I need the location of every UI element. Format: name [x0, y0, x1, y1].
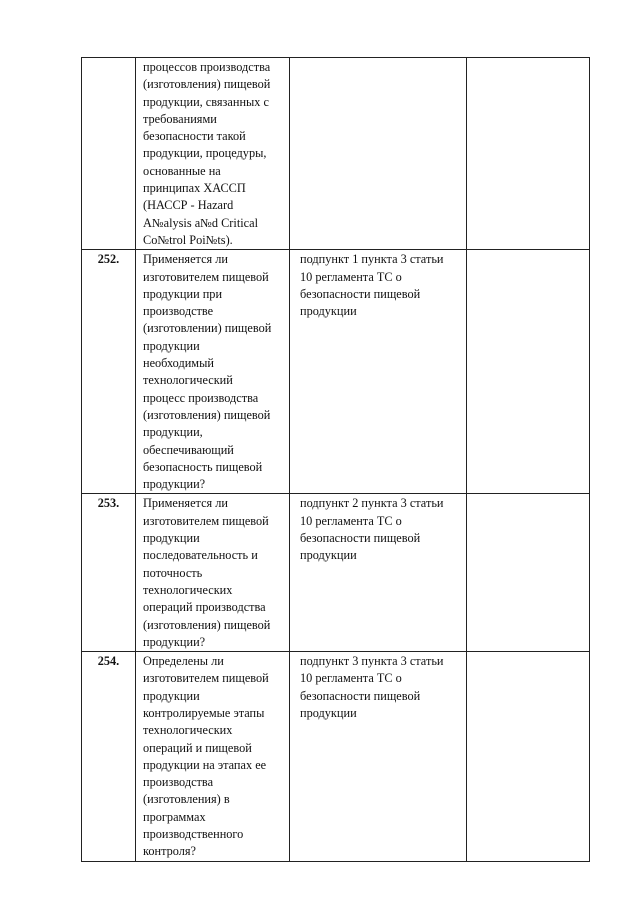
reference-text-line: безопасности пищевой	[300, 286, 421, 301]
question-text-line: безопасности такой	[143, 129, 246, 144]
reference-text-line: подпункт 3 пункта 3 статьи	[300, 654, 444, 669]
reference-text-line: безопасности пищевой	[300, 531, 421, 546]
question-text-line: Co№trol Poi№ts).	[143, 232, 233, 247]
question-text-line: (изготовления) пищевой	[143, 617, 271, 632]
question-text-line: контроля?	[143, 844, 196, 859]
question-text-line: продукции,	[143, 425, 203, 440]
requirement-question-cell	[136, 652, 290, 862]
question-text-line: Определены ли	[143, 654, 224, 669]
question-text-line: продукции, процедуры,	[143, 146, 267, 161]
notes-cell	[467, 58, 590, 250]
question-text-line: технологических	[143, 723, 233, 738]
row-number: 252.	[97, 252, 120, 267]
row-number-cell	[82, 652, 136, 862]
question-text-line: изготовителем пищевой	[143, 671, 269, 686]
question-text-line: обеспечивающий	[143, 442, 234, 457]
question-text-line: процесс производства	[143, 390, 259, 405]
reference-text-line: безопасности пищевой	[300, 688, 421, 703]
notes-cell	[467, 652, 590, 862]
notes-cell	[467, 250, 590, 494]
table-row	[82, 652, 590, 862]
question-text-line: (изготовления) пищевой	[143, 407, 271, 422]
requirement-question-cell	[136, 250, 290, 494]
row-number	[82, 58, 135, 59]
question-text-line: безопасность пищевой	[143, 459, 263, 474]
question-text-line: изготовителем пищевой	[143, 513, 269, 528]
table-row	[82, 250, 590, 494]
question-text-line: продукции, связанных с	[143, 94, 269, 109]
reference-text-line: продукции	[300, 304, 357, 319]
question-text-line: изготовителем пищевой	[143, 269, 269, 284]
question-text-line: продукции	[143, 531, 200, 546]
question-text-line: (изготовлении) пищевой	[143, 321, 272, 336]
requirement-question-cell	[136, 58, 290, 250]
table-row	[82, 494, 590, 652]
legal-reference-cell	[290, 250, 467, 494]
question-text-line: продукции?	[143, 477, 206, 492]
question-text-line: программах	[143, 809, 206, 824]
legal-reference-cell	[290, 652, 467, 862]
question-text-line: Применяется ли	[143, 252, 228, 267]
question-text-line: операций и пищевой	[143, 740, 252, 755]
reference-text-line: 10 регламента ТС о	[300, 671, 402, 686]
reference-text-line: 10 регламента ТС о	[300, 269, 402, 284]
question-text-line: продукции при	[143, 286, 223, 301]
question-text-line: процессов производства	[143, 60, 271, 74]
reference-text-line: 10 регламента ТС о	[300, 513, 402, 528]
requirement-question-cell	[136, 494, 290, 652]
question-text-line: (НАССР - Hazard	[143, 198, 234, 213]
question-text-line: основанные на	[143, 163, 221, 178]
row-number-cell	[82, 494, 136, 652]
notes-cell	[467, 494, 590, 652]
question-text-line: A№alysis a№d Critical	[143, 215, 258, 230]
question-text-line: продукции?	[143, 634, 206, 649]
question-text-line: Применяется ли	[143, 496, 228, 511]
question-text-line: производстве	[143, 304, 214, 319]
question-text-line: принципах ХАССП	[143, 181, 246, 196]
question-text-line: требованиями	[143, 111, 217, 126]
checklist-table	[81, 57, 590, 862]
reference-text-line: подпункт 2 пункта 3 статьи	[300, 496, 444, 511]
legal-reference-cell	[290, 58, 467, 250]
question-text-line: производственного	[143, 827, 244, 842]
row-number-cell	[82, 58, 136, 250]
legal-reference-cell	[290, 494, 467, 652]
table-row	[82, 58, 590, 250]
question-text-line: необходимый	[143, 356, 214, 371]
question-text-line: контролируемые этапы	[143, 705, 265, 720]
question-text-line: продукции	[143, 338, 200, 353]
question-text-line: последовательность и	[143, 548, 258, 563]
reference-text-line: подпункт 1 пункта 3 статьи	[300, 252, 444, 267]
checklist-body	[82, 58, 590, 862]
reference-text-line: продукции	[300, 548, 357, 563]
question-text-line: технологических	[143, 582, 233, 597]
question-text-line: продукции	[143, 688, 200, 703]
question-text-line: технологический	[143, 373, 233, 388]
question-text-line: производства	[143, 775, 214, 790]
row-number: 253.	[97, 496, 120, 511]
row-number: 254.	[97, 654, 120, 669]
question-text-line: (изготовления) в	[143, 792, 230, 807]
question-text-line: поточность	[143, 565, 203, 580]
reference-text-line: продукции	[300, 705, 357, 720]
row-number-cell	[82, 250, 136, 494]
question-text-line: продукции на этапах ее	[143, 757, 267, 772]
question-text-line: операций производства	[143, 600, 266, 615]
question-text-line: (изготовления) пищевой	[143, 77, 271, 92]
